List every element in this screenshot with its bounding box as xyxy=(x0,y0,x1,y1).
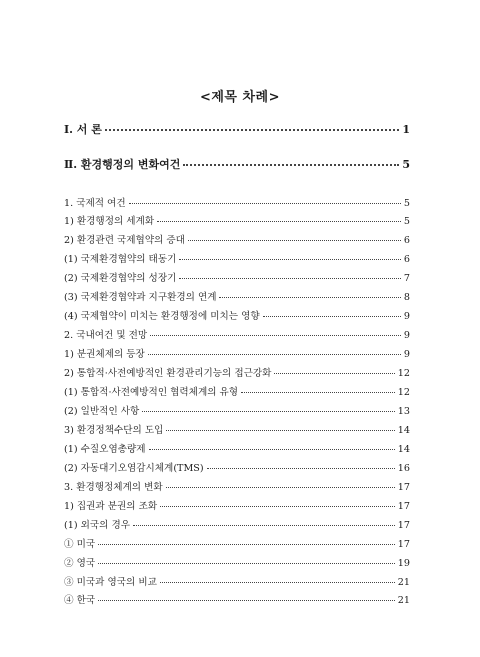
dot-leader xyxy=(179,277,401,279)
toc-entry-label: 1. 국제적 여건 xyxy=(64,198,126,209)
toc-entry xyxy=(64,365,410,379)
toc-entry-label: 3) 환경정책수단의 도입 xyxy=(64,425,164,436)
toc-entry-page-number: 17 xyxy=(397,501,410,512)
toc-entry-page-number: 17 xyxy=(397,520,410,531)
toc-entry xyxy=(64,460,410,474)
toc-entry-page-number: 17 xyxy=(397,482,410,493)
toc-entry xyxy=(64,156,410,172)
toc-entry xyxy=(64,555,410,569)
dot-leader xyxy=(105,128,399,131)
toc-entry-page-number: 7 xyxy=(403,273,410,284)
toc-entry-page-number: 17 xyxy=(397,539,410,550)
toc-entry-label: 2) 환경관련 국제협약의 증대 xyxy=(64,235,185,246)
dot-leader xyxy=(160,581,395,583)
dot-leader xyxy=(219,296,400,298)
dot-leader xyxy=(263,315,401,317)
toc-entry-label: (1) 외국의 경우 xyxy=(64,520,131,531)
dot-leader xyxy=(183,163,399,166)
toc-entry-page-number: 5 xyxy=(402,158,410,171)
toc-entry-page-number: 16 xyxy=(397,463,410,474)
toc-entry-label: (2) 일반적인 사항 xyxy=(64,406,140,417)
toc-entry-label: 1) 분권체제의 등장 xyxy=(64,349,145,360)
toc-entry-label: ④ 한국 xyxy=(64,595,96,606)
toc-entry-label: 2. 국내여건 및 전망 xyxy=(64,330,148,341)
toc-entry xyxy=(64,289,410,303)
toc-entry-page-number: 9 xyxy=(403,349,410,360)
toc-entry-page-number: 21 xyxy=(397,577,410,588)
toc-entry xyxy=(64,384,410,398)
toc-entry-label: ① 미국 xyxy=(64,539,96,550)
toc-entry-label: Ⅱ. 환경행정의 변화여건 xyxy=(64,158,181,171)
toc-entry xyxy=(64,441,410,455)
toc-entry xyxy=(64,308,410,322)
toc-entry-label: 1) 환경행정의 세계화 xyxy=(64,216,155,227)
toc-entry xyxy=(64,592,410,606)
dot-leader xyxy=(148,353,401,355)
dot-leader xyxy=(133,524,395,526)
toc-entry xyxy=(64,251,410,265)
dot-leader xyxy=(142,410,394,412)
dot-leader xyxy=(98,562,395,564)
toc-entry-page-number: 6 xyxy=(403,254,410,265)
toc-entry xyxy=(64,232,410,246)
toc-entry xyxy=(64,422,410,436)
toc-entry-page-number: 14 xyxy=(397,444,410,455)
toc-entry-page-number: 13 xyxy=(397,406,410,417)
dot-leader xyxy=(166,429,394,431)
toc-entry xyxy=(64,327,410,341)
toc-entry-page-number: 9 xyxy=(403,330,410,341)
dot-leader xyxy=(160,505,395,507)
dot-leader xyxy=(241,391,395,393)
toc-entry-label: 2) 통합적·사전예방적인 환경관리기능의 접근강화 xyxy=(64,368,272,379)
dot-leader xyxy=(149,448,395,450)
toc-entry-page-number: 6 xyxy=(403,235,410,246)
toc-entry xyxy=(64,121,410,137)
toc-entry xyxy=(64,479,410,493)
toc-entry-label: (3) 국제환경협약과 지구환경의 연계 xyxy=(64,292,217,303)
toc-entry xyxy=(64,346,410,360)
toc-entry-page-number: 12 xyxy=(397,368,410,379)
toc-entry xyxy=(64,403,410,417)
toc-entry-label: (4) 국제협약이 미치는 환경행정에 미치는 영향 xyxy=(64,311,260,322)
toc-entry-page-number: 12 xyxy=(397,387,410,398)
toc-entry xyxy=(64,270,410,284)
toc-entry-page-number: 1 xyxy=(402,123,410,136)
toc-entry xyxy=(64,536,410,550)
toc-entry xyxy=(64,498,410,512)
toc-entry-page-number: 21 xyxy=(397,595,410,606)
toc-entry-page-number: 5 xyxy=(403,198,410,209)
toc-entry xyxy=(64,213,410,227)
dot-leader xyxy=(157,220,401,222)
dot-leader xyxy=(207,467,395,469)
dot-leader xyxy=(166,486,395,488)
toc-entry-label: ② 영국 xyxy=(64,558,96,569)
dot-leader xyxy=(150,334,401,336)
dot-leader xyxy=(274,372,394,374)
toc-entry xyxy=(64,574,410,588)
toc-entry-label: Ⅰ. 서 론 xyxy=(64,123,102,136)
toc-entry-label: 3. 환경행정체계의 변화 xyxy=(64,482,163,493)
toc-entry-label: (2) 국제환경협약의 성장기 xyxy=(64,273,177,284)
toc-title: <제목 차례> xyxy=(199,90,281,105)
toc-entry xyxy=(64,517,410,531)
toc-entry-page-number: 19 xyxy=(397,558,410,569)
toc-entry-label: (2) 자동대기오염감시체계(TMS) xyxy=(64,463,204,474)
toc-entry-label: (1) 국제환경협약의 태동기 xyxy=(64,254,177,265)
toc-entry-page-number: 14 xyxy=(397,425,410,436)
toc-entry xyxy=(64,195,410,209)
toc-entry-page-number: 8 xyxy=(403,292,410,303)
dot-leader xyxy=(188,239,401,241)
dot-leader xyxy=(98,599,395,601)
toc-entry-page-number: 9 xyxy=(403,311,410,322)
dot-leader xyxy=(179,258,401,260)
toc-entry-label: (1) 통합적·사전예방적인 협력체계의 유형 xyxy=(64,387,239,398)
toc-entry-page-number: 5 xyxy=(403,216,410,227)
dot-leader xyxy=(98,543,395,545)
dot-leader xyxy=(129,202,401,204)
toc-entry-label: 1) 집권과 분권의 조화 xyxy=(64,501,158,512)
toc-entry-label: ③ 미국과 영국의 비교 xyxy=(64,577,157,588)
toc-entry-label: (1) 수질오염총량제 xyxy=(64,444,146,455)
